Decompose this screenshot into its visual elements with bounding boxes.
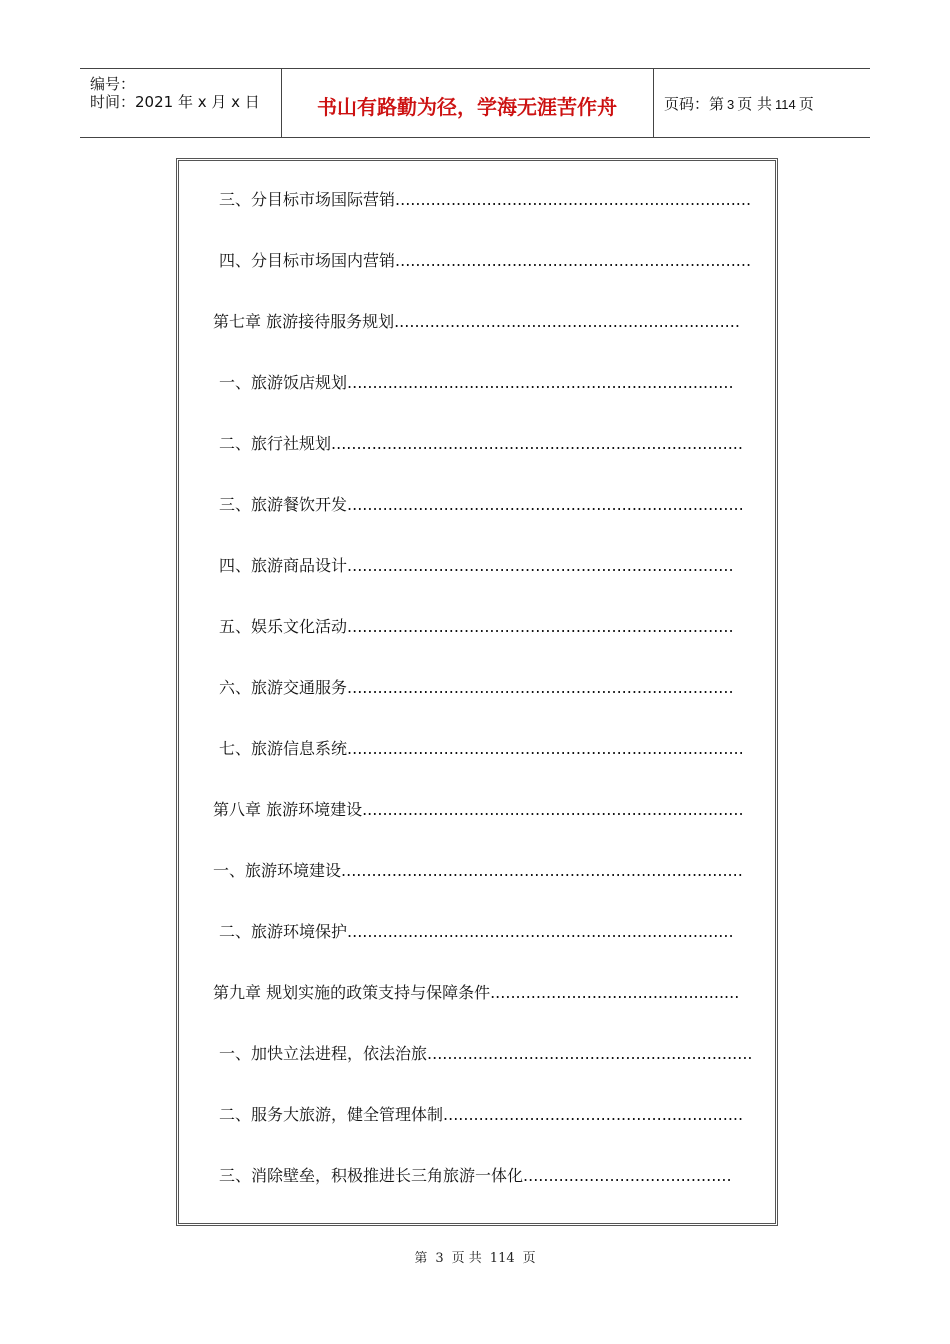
footer-page-total: 114: [489, 1251, 515, 1266]
toc-entry-leader: ......................................................................: [395, 251, 752, 270]
toc-entry-leader: ..............................................................................: [347, 739, 744, 758]
toc-entry-leader: .................................................................................: [331, 434, 743, 453]
toc-entry-leader: ......................................................................: [395, 190, 752, 209]
toc-entry-leader: ....................................................................: [394, 312, 740, 331]
toc-entry-leader: ...........................................................: [443, 1105, 744, 1124]
toc-entry: [219, 739, 744, 759]
toc-entry: [219, 190, 751, 210]
toc-entry-leader: ..............................................................................: [347, 495, 744, 514]
header-page-prefix: 页码：第: [664, 95, 725, 113]
toc-entry: [219, 1105, 743, 1125]
toc-entry-title: 二、旅行社规划: [219, 434, 332, 453]
toc-entry: [213, 983, 739, 1003]
toc-entry: [219, 678, 734, 698]
header-motto: 书山有路勤为径，学海无涯苦作舟: [317, 95, 617, 119]
toc-entry-leader: .................................................: [490, 983, 740, 1002]
header-page-current: 3: [727, 97, 735, 112]
toc-entry-leader: ...............................................................................: [341, 861, 743, 880]
toc-entry-title: 第九章 规划实施的政策支持与保障条件: [213, 983, 491, 1002]
toc-entry-title: 四、分目标市场国内营销: [219, 251, 396, 270]
header-page-total: 114: [775, 97, 796, 112]
toc-entry-leader: ............................................................................: [347, 678, 734, 697]
toc-entry: [213, 312, 740, 332]
footer-page-current: 3: [435, 1251, 444, 1266]
toc-entry-title: 六、旅游交通服务: [219, 678, 348, 697]
toc-entry: [219, 495, 744, 515]
toc-entry: [213, 861, 743, 881]
toc-box: [176, 158, 778, 1226]
toc-entry-title: 三、分目标市场国际营销: [219, 190, 396, 209]
toc-entry: [219, 617, 734, 637]
toc-entry-title: 第七章 旅游接待服务规划: [213, 312, 395, 331]
toc-entry-title: 一、旅游饭店规划: [219, 373, 348, 392]
toc-entry: [219, 1044, 753, 1064]
header-motto-cell: [281, 69, 654, 137]
toc-entry-leader: .........................................: [523, 1166, 732, 1185]
toc-entry: [219, 373, 734, 393]
toc-entry-leader: ............................................................................: [347, 922, 734, 941]
footer-prefix: 第: [414, 1251, 428, 1266]
toc-entry: [219, 922, 734, 942]
toc-entry: [219, 1166, 732, 1186]
toc-entry-title: 第八章 旅游环境建设: [213, 800, 363, 819]
header-info-cell: [80, 69, 282, 137]
toc-entry-leader: ............................................................................: [347, 373, 734, 392]
toc-entry-title: 一、加快立法进程，依法治旅: [219, 1044, 428, 1063]
document-header: [80, 68, 870, 138]
toc-entry-title: 二、服务大旅游，健全管理体制: [219, 1105, 444, 1124]
toc-entry-title: 二、旅游环境保护: [219, 922, 348, 941]
toc-entry-leader: ............................................................................: [347, 617, 734, 636]
toc-entry-leader: ...........................................................................: [362, 800, 744, 819]
document-number-label: 编号：: [90, 75, 136, 93]
toc-entry: [219, 434, 743, 454]
toc-entry-title: 一、旅游环境建设: [213, 861, 342, 880]
toc-entry: [213, 800, 744, 820]
toc-entry-title: 三、消除壁垒，积极推进长三角旅游一体化: [219, 1166, 524, 1185]
toc-entry-leader: ................................................................: [427, 1044, 753, 1063]
header-page-suffix: 页: [798, 95, 814, 113]
page-footer: [0, 1247, 950, 1266]
toc-entry-title: 七、旅游信息系统: [219, 739, 348, 758]
toc-entry: [219, 556, 734, 576]
toc-entry-title: 三、旅游餐饮开发: [219, 495, 348, 514]
footer-suffix: 页: [522, 1251, 536, 1266]
toc-entry-leader: ............................................................................: [347, 556, 734, 575]
header-page-mid: 页 共: [737, 95, 773, 113]
footer-mid: 页 共: [451, 1251, 482, 1266]
header-page-cell: [654, 69, 870, 137]
toc-entry-title: 五、娱乐文化活动: [219, 617, 348, 636]
toc-entry-title: 四、旅游商品设计: [219, 556, 348, 575]
header-page-info: [664, 93, 814, 114]
toc-entry: [219, 251, 751, 271]
document-date-label: 时间：2021 年 x 月 x 日: [90, 93, 260, 111]
